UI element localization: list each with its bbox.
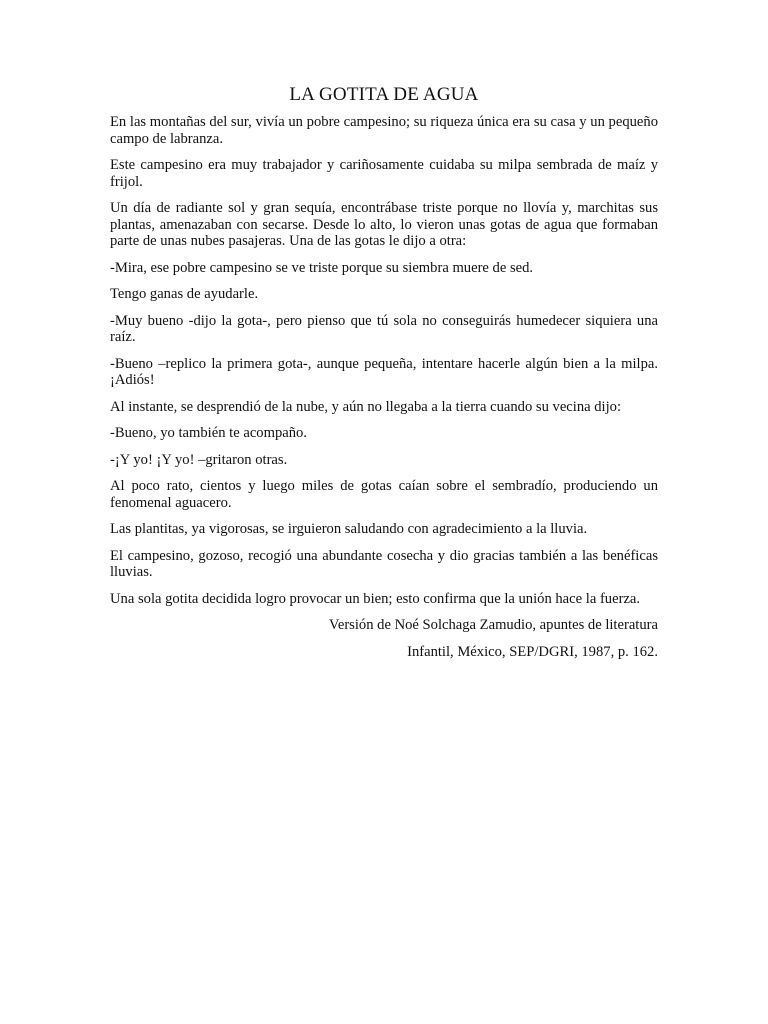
document-title: LA GOTITA DE AGUA <box>289 84 479 105</box>
paragraph: El campesino, gozoso, recogió una abundante cosecha y dio gracias también a las benéficas lluvias. <box>110 547 658 580</box>
paragraph: -Muy bueno -dijo la gota-, pero pienso que tú sola no conseguirás humedecer siquiera una raíz. <box>110 312 658 345</box>
paragraph: -¡Y yo! ¡Y yo! –gritaron otras. <box>110 451 288 468</box>
credit-line: Infantil, México, SEP/DGRI, 1987, p. 162. <box>407 643 658 660</box>
paragraph: -Mira, ese pobre campesino se ve triste porque su siembra muere de sed. <box>110 259 534 276</box>
paragraph: -Bueno –replico la primera gota-, aunque pequeña, intentare hacerle algún bien a la milpa. ¡Adiós! <box>110 355 658 388</box>
credit-line: Versión de Noé Solchaga Zamudio, apuntes de literatura <box>328 617 658 633</box>
paragraph: Tengo ganas de ayudarle. <box>110 286 259 302</box>
paragraph: Una sola gotita decidida logro provocar un bien; esto confirma que la unión hace la fuerza. <box>110 590 641 607</box>
document-page <box>110 84 658 670</box>
paragraph: Las plantitas, ya vigorosas, se irguieron saludando con agradecimiento a la lluvia. <box>110 521 588 537</box>
paragraph: Este campesino era muy trabajador y cariñosamente cuidaba su milpa sembrada de maíz y frijol. <box>110 157 658 190</box>
paragraph: Un día de radiante sol y gran sequía, encontrábase triste porque no llovía y, marchitas sus plantas, amenazaban con secarse. Desde lo alto, lo vieron unas gotas de agua que formaban parte de unas nubes pasajeras. Una de las gotas le dijo a otra: <box>110 200 658 249</box>
paragraph: Al instante, se desprendió de la nube, y aún no llegaba a la tierra cuando su vecina dijo: <box>110 398 622 415</box>
paragraph: Al poco rato, cientos y luego miles de gotas caían sobre el sembradío, produciendo un fenomenal aguacero. <box>110 478 658 511</box>
paragraph: En las montañas del sur, vivía un pobre campesino; su riqueza única era su casa y un pequeño campo de labranza. <box>110 114 658 147</box>
paragraph: -Bueno, yo también te acompaño. <box>110 425 307 441</box>
